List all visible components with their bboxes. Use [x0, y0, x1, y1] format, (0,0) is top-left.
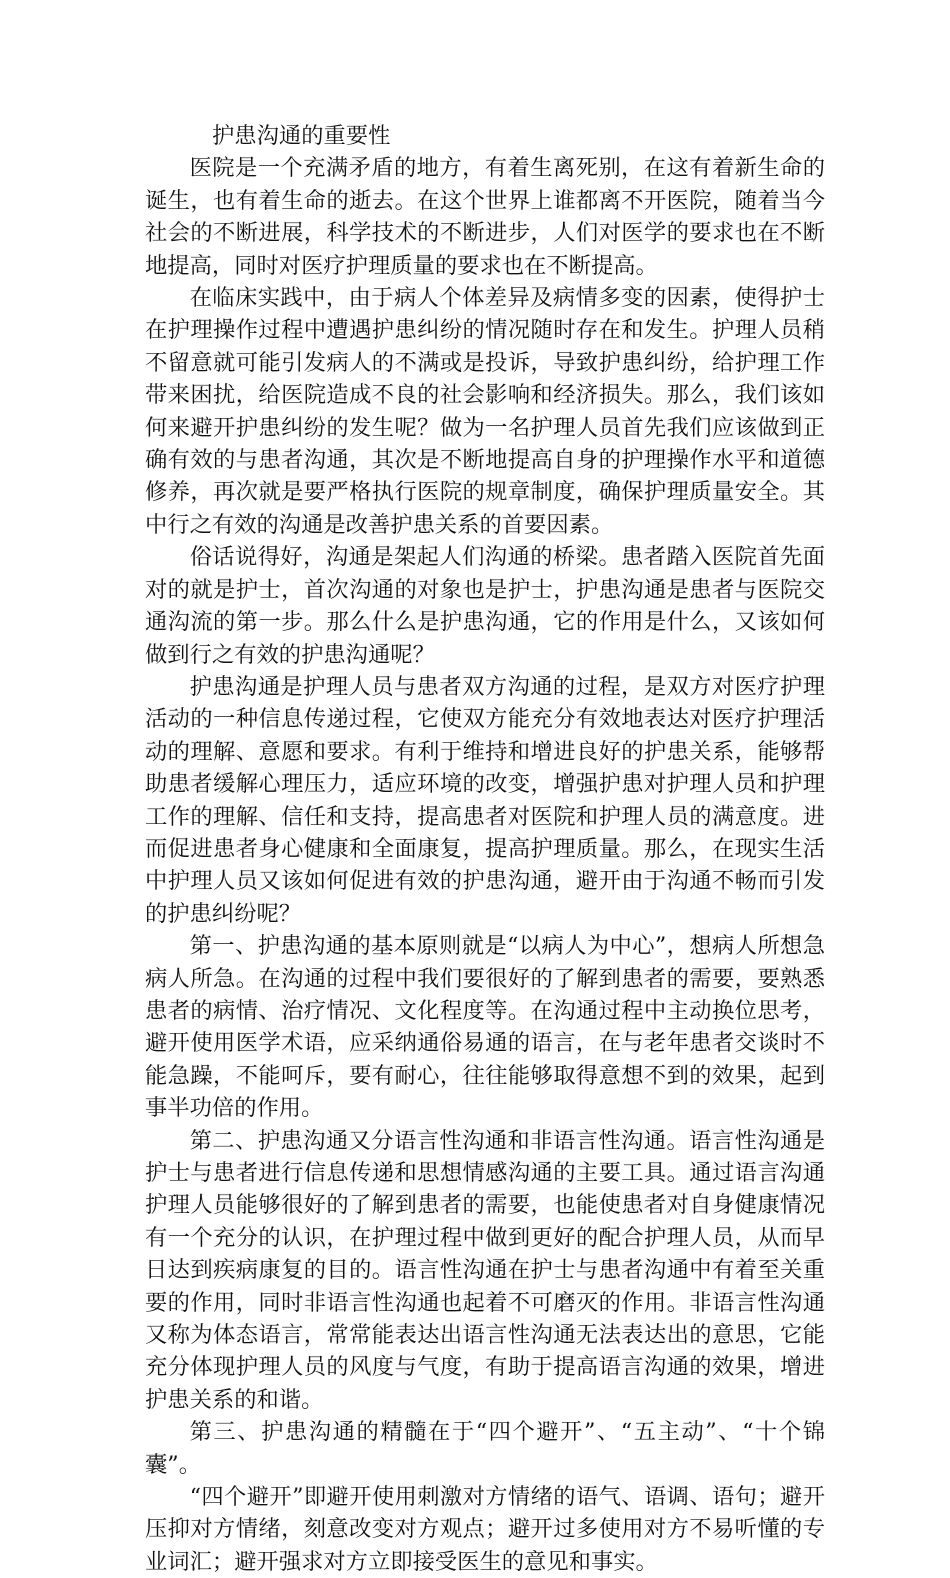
paragraph-1: 医院是一个充满矛盾的地方，有着生离死别，在这有着新生命的诞生，也有着生命的逝去。在这个世界上谁都离不开医院，随着当今社会的不断进展，科学技术的不断进步，人们对医学的要求也在不断地提高，同时对医疗护理质量的要求也在不断提高。 [145, 155, 825, 279]
paragraph-2: 在临床实践中，由于病人个体差异及病情多变的因素，使得护士在护理操作过程中遭遇护患纠纷的情况随时存在和发生。护理人员稍不留意就可能引发病人的不满或是投诉，导致护患纠纷，给护理工作带来困扰，给医院造成不良的社会影响和经济损失。那么，我们该如何来避开护患纠纷的发生呢？做为一名护理人员首先我们应该做到正确有效的与患者沟通，其次是不断地提高自身的护理操作水平和道德修养，再次就是要严格执行医院的规章制度，确保护理质量安全。其中行之有效的沟通是改善护患关系的首要因素。 [145, 285, 825, 538]
paragraph-4: 护患沟通是护理人员与患者双方沟通的过程，是双方对医疗护理活动的一种信息传递过程，它使双方能充分有效地表达对医疗护理活动的理解、意愿和要求。有利于维持和增进良好的护患关系，能够帮助患者缓解心理压力，适应环境的改变，增强护患对护理人员和护理工作的理解、信任和支持，提高患者对医院和护理人员的满意度。进而促进患者身心健康和全面康复，提高护理质量。那么，在现实生活中护理人员又该如何促进有效的护患沟通，避开由于沟通不畅而引发的护患纠纷呢？ [145, 673, 825, 927]
paragraph-5: 第一、护患沟通的基本原则就是“以病人为中心”，想病人所想急病人所急。在沟通的过程中我们要很好的了解到患者的需要，要熟悉患者的病情、治疗情况、文化程度等。在沟通过程中主动换位思考，避开使用医学术语，应采纳通俗易通的语言，在与老年患者交谈时不能急躁，不能呵斥，要有耐心，往往能够取得意想不到的效果，起到事半功倍的作用。 [145, 933, 825, 1122]
paragraph-7: 第三、护患沟通的精髓在于“四个避开”、“五主动”、“十个锦囊”。 [145, 1419, 825, 1478]
paragraph-6: 第二、护患沟通又分语言性沟通和非语言性沟通。语言性沟通是护士与患者进行信息传递和思想情感沟通的主要工具。通过语言沟通护理人员能够很好的了解到患者的需要，也能使患者对自身健康情况有一个充分的认识，在护理过程中做到更好的配合护理人员，从而早日达到疾病康复的目的。语言性沟通在护士与患者沟通中有着至关重要的作用，同时非语言性沟通也起着不可磨灭的作用。非语言性沟通又称为体态语言，常常能表达出语言性沟通无法表达出的意思，它能充分体现护理人员的风度与气度，有助于提高语言沟通的效果，增进护患关系的和谐。 [145, 1127, 825, 1413]
document-title: 护患沟通的重要性 [212, 123, 391, 149]
document-page [145, 120, 825, 1578]
paragraph-3: 俗话说得好，沟通是架起人们沟通的桥梁。患者踏入医院首先面对的就是护士，首次沟通的对象也是护士，护患沟通是患者与医院交通沟流的第一步。那么什么是护患沟通，它的作用是什么，又该如何做到行之有效的护患沟通呢？ [145, 544, 825, 668]
paragraph-8: “四个避开”即避开使用刺激对方情绪的语气、语调、语句；避开压抑对方情绪，刻意改变对方观点；避开过多使用对方不易听懂的专业词汇；避开强求对方立即接受医生的意见和事实。 [145, 1484, 825, 1575]
